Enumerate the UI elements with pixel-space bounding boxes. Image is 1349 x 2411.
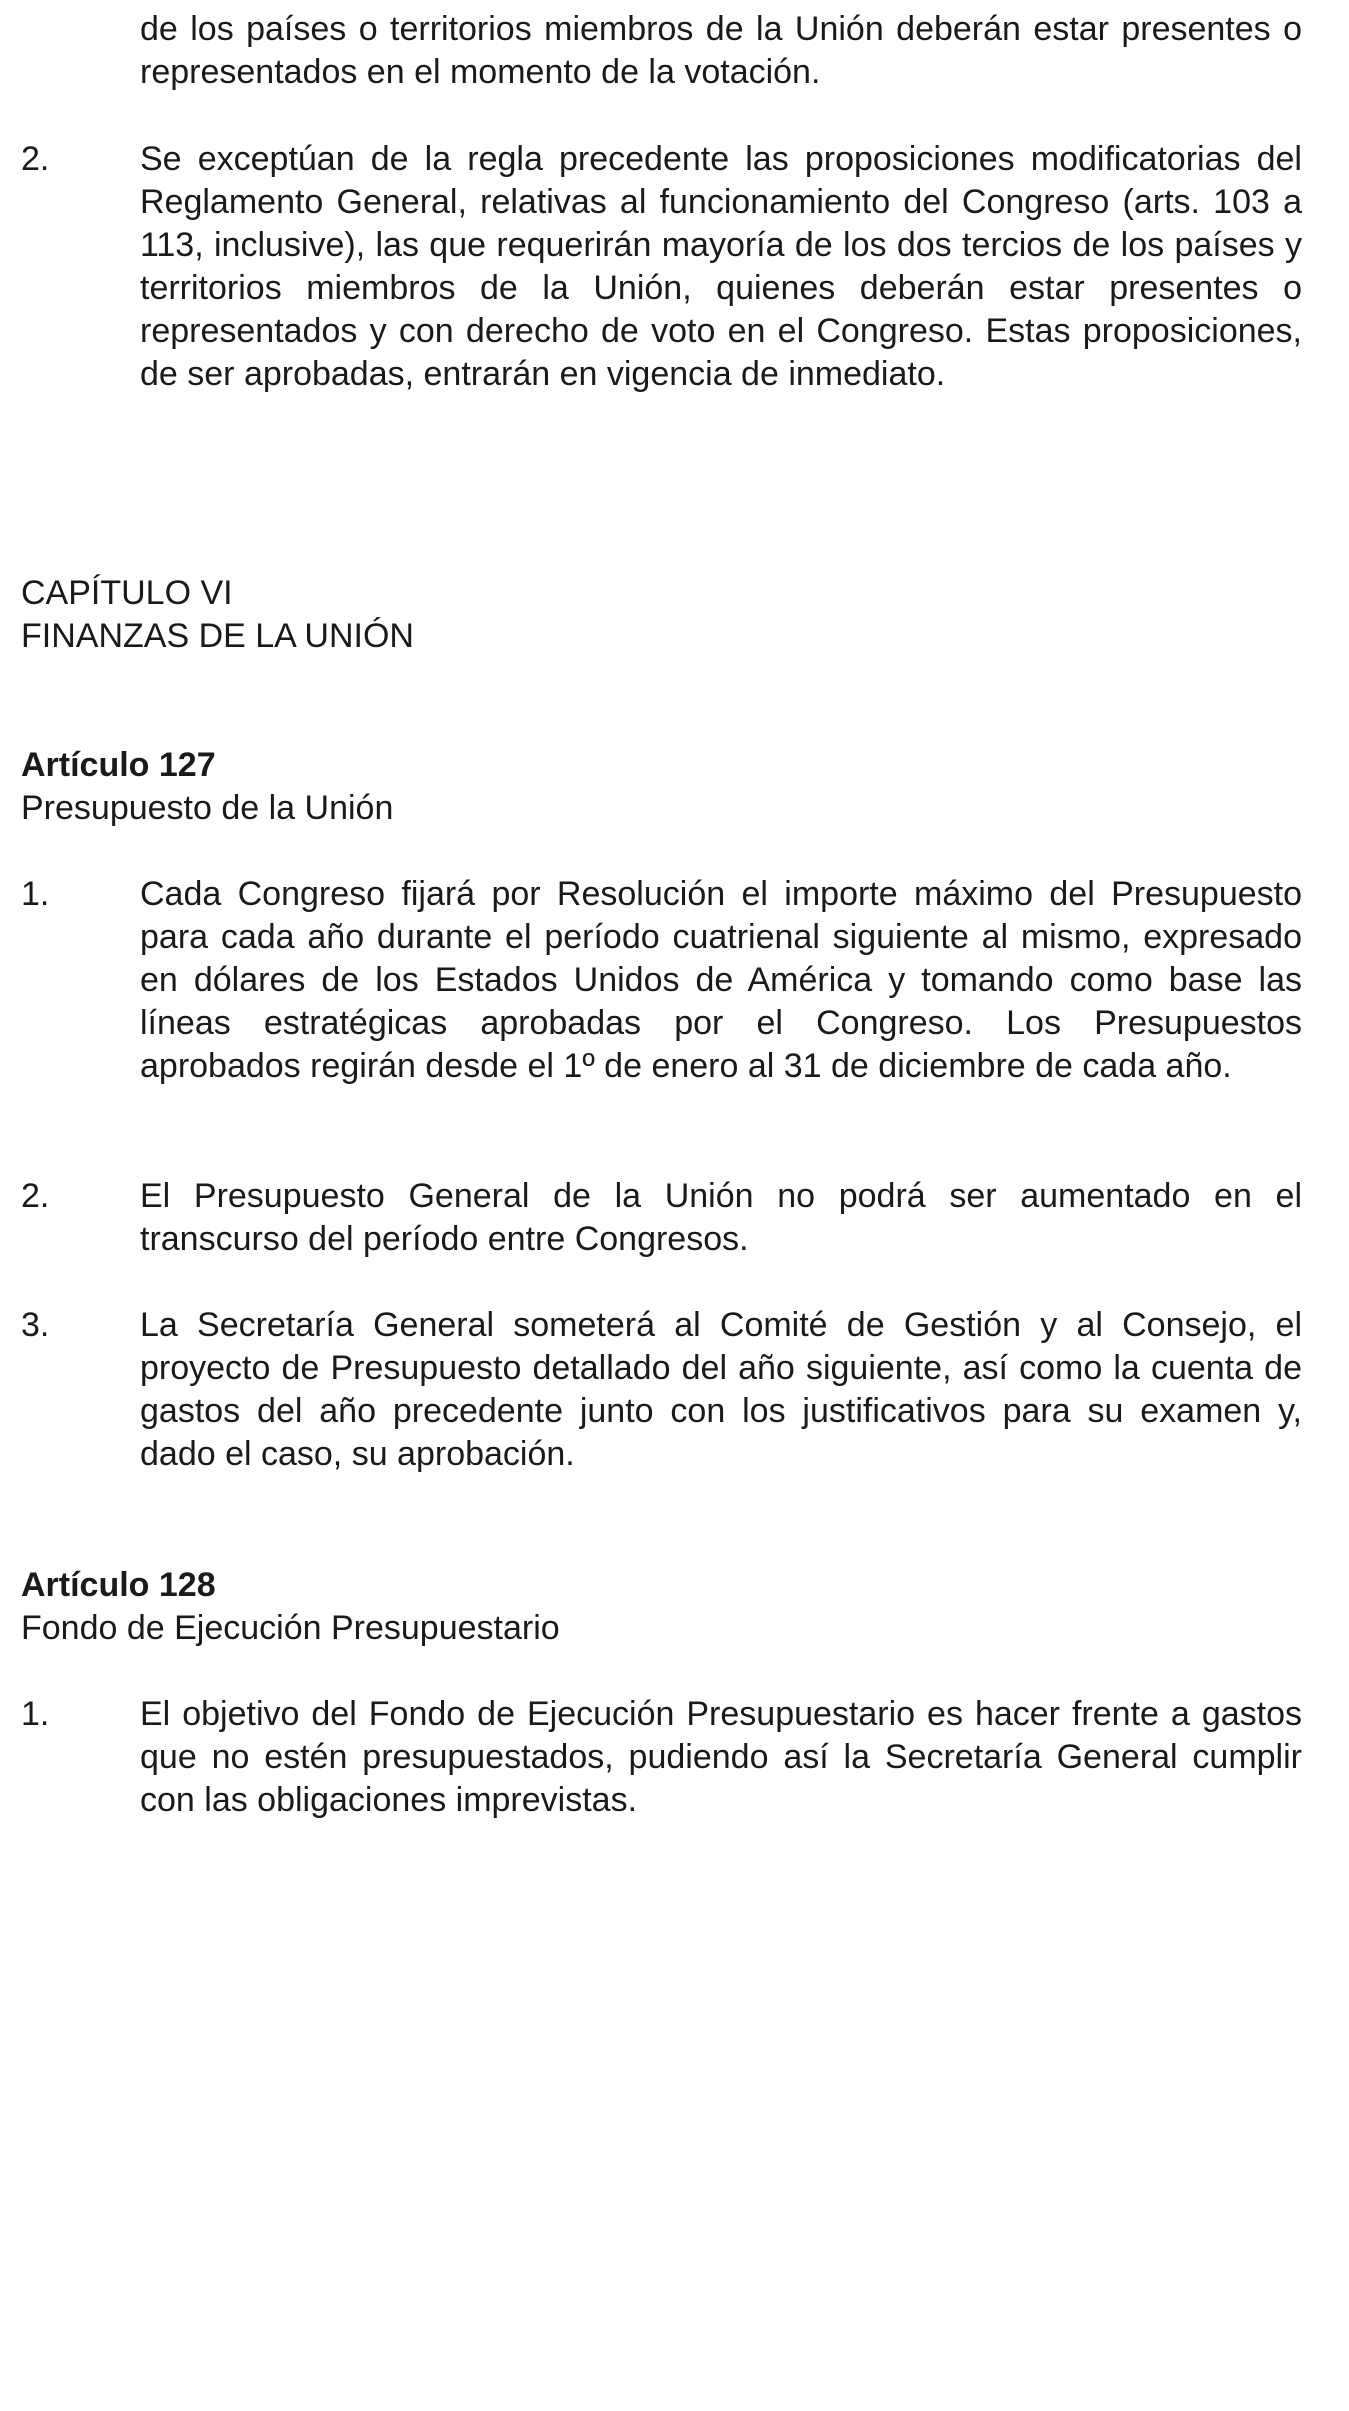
article-128-heading: Artículo 128 bbox=[21, 1566, 216, 1604]
item-text: Se exceptúan de la regla precedente las proposiciones modificatorias del Reglamento General, relativas al funcionamiento del Congreso (arts. 103 a 113, inclusive), las que requerirán mayoría de los dos tercios de los países y territorios miembros de la Unión, quienes deberán estar presentes o representados y con derecho de voto en el Congreso. Estas proposiciones, de ser aprobadas, entrarán en vigencia de inmediato. bbox=[140, 140, 1302, 393]
article-127-subtitle: Presupuesto de la Unión bbox=[21, 789, 394, 827]
chapter-number: CAPÍTULO VI bbox=[21, 574, 233, 612]
list-item bbox=[21, 1304, 1302, 1476]
item-number: 1. bbox=[21, 875, 50, 913]
article-128-subtitle: Fondo de Ejecución Presupuestario bbox=[21, 1609, 560, 1647]
item-number: 2. bbox=[21, 140, 50, 178]
continuation-paragraph: de los países o territorios miembros de la Unión deberán estar presentes o representados en el momento de la votación. bbox=[140, 10, 1302, 91]
item-number: 3. bbox=[21, 1306, 50, 1344]
chapter-title: FINANZAS DE LA UNIÓN bbox=[21, 617, 414, 655]
list-item bbox=[21, 873, 1302, 1088]
list-item bbox=[21, 138, 1302, 396]
item-text: El objetivo del Fondo de Ejecución Presupuestario es hacer frente a gastos que no estén presupuestados, pudiendo así la Secretaría General cumplir con las obligaciones imprevistas. bbox=[140, 1695, 1302, 1819]
item-text: Cada Congreso fijará por Resolución el importe máximo del Presupuesto para cada año durante el período cuatrienal siguiente al mismo, expresado en dólares de los Estados Unidos de América y tomando como base las líneas estratégicas aprobadas por el Congreso. Los Presupuestos aprobados regirán desde el 1º de enero al 31 de diciembre de cada año. bbox=[140, 875, 1302, 1085]
article-127-heading: Artículo 127 bbox=[21, 746, 216, 784]
item-number: 1. bbox=[21, 1695, 50, 1733]
item-text: La Secretaría General someterá al Comité de Gestión y al Consejo, el proyecto de Presupuesto detallado del año siguiente, así como la cuenta de gastos del año precedente junto con los justificativos para su examen y, dado el caso, su aprobación. bbox=[140, 1306, 1302, 1473]
item-text: El Presupuesto General de la Unión no podrá ser aumentado en el transcurso del período entre Congresos. bbox=[140, 1177, 1302, 1258]
item-number: 2. bbox=[21, 1177, 50, 1215]
list-item bbox=[21, 1693, 1302, 1822]
list-item bbox=[21, 1175, 1302, 1261]
